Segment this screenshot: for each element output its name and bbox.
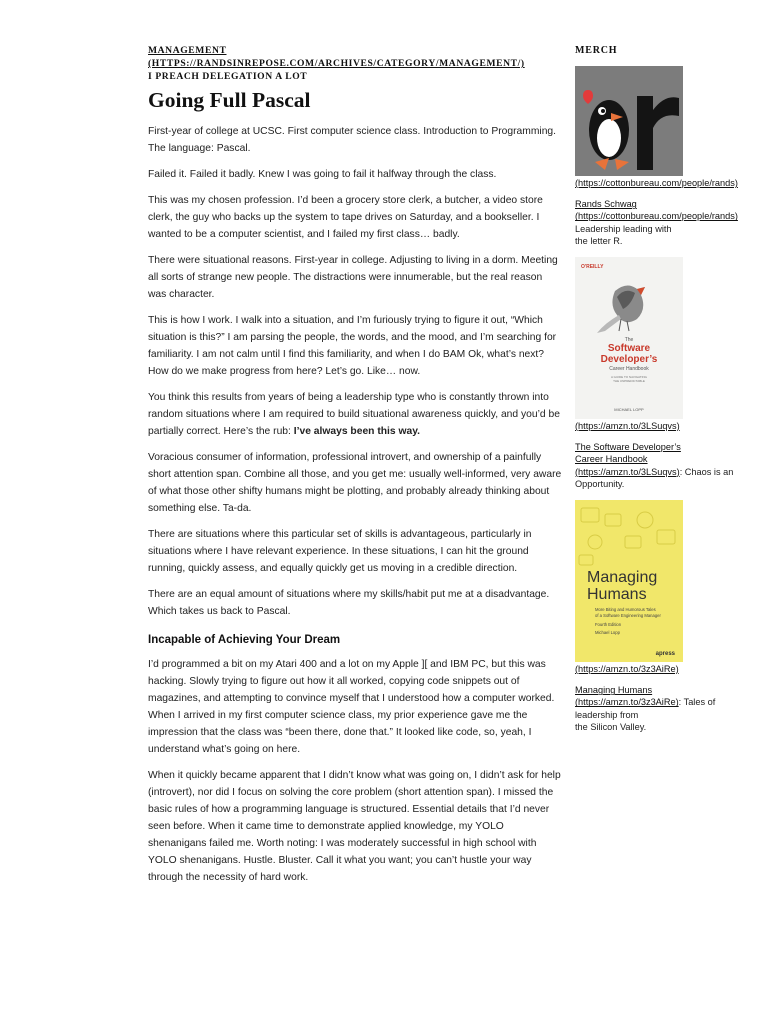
paragraph: This is how I work. I walk into a situation, and I’m furiously trying to figure it out, “Which situation is this?” I am parsing the people, the words, and the mood, and I’m searching for familiarity. I am not calm until I find this familiarity, and when I do BAM Ok, what’s next? How do we make progress from here? Let’s go. Like… now. <box>148 315 557 377</box>
managing-humans-link[interactable]: Managing Humans <box>575 685 653 696</box>
merch-image-link[interactable]: (https://cottonbureau.com/people/rands) <box>575 178 738 188</box>
paragraph-text: You think this results from years of being a leadership type who is constantly thrown into random situations where I am required to build situational awareness quickly, and you’d be partially correct. Here’s the rub: <box>148 392 560 437</box>
spacer <box>575 675 753 684</box>
merch-item-managing-humans <box>575 500 753 733</box>
career-handbook-url[interactable]: (https://amzn.to/3LSuqvs) <box>575 466 680 477</box>
book-author: Michael Lopp <box>595 630 620 636</box>
book-description <box>575 466 753 490</box>
book-title-line: The <box>624 337 634 344</box>
paragraph: First-year of college at UCSC. First computer science class. Introduction to Programming. The language: Pascal. <box>148 126 557 154</box>
category-link[interactable]: MANAGEMENT (HTTPS://RANDSINREPOSE.COM/ARCHIVES/CATEGORY/MANAGEMENT/) <box>148 45 525 69</box>
merch-item-rands-schwag <box>575 66 753 247</box>
sidebar-title: MERCH <box>575 45 618 56</box>
book-title-line: Career Handbook <box>609 366 649 373</box>
managing-humans-url[interactable]: (https://amzn.to/3z3AiRe) <box>575 697 679 708</box>
spacer <box>575 189 753 198</box>
book-subtitle-line: THE UNPREDICTABLE <box>613 379 645 384</box>
book-subtitle-line: A GUIDE TO NAVIGATING <box>611 375 647 380</box>
article-kicker: I PREACH DELEGATION A LOT <box>148 71 308 82</box>
rands-logo-image[interactable] <box>575 66 683 176</box>
career-handbook-link[interactable]: The Software Developer’s <box>575 442 681 453</box>
paragraph-with-bold <box>148 389 562 440</box>
book-title-line: Developer’s <box>600 354 658 366</box>
career-handbook-link[interactable]: Career Handbook <box>575 454 648 465</box>
book-description-text: : Chaos is an Opportunity. <box>575 466 734 489</box>
merch-description: the letter R. <box>575 235 623 246</box>
paragraph: There are situations where this particular set of skills is advantageous, particularly in situations where I have relevant experience. In these situations, I can hit the ground running, quickly assess, and equally quickly get us moving in a credible direction. <box>148 529 532 574</box>
spacer <box>575 432 753 441</box>
book-title-line: Managing <box>587 569 658 587</box>
book-author: MICHAEL LOPP <box>614 407 644 413</box>
career-handbook-cover[interactable] <box>575 257 683 419</box>
book-image-link[interactable]: (https://amzn.to/3z3AiRe) <box>575 664 679 675</box>
book-title-line: Software <box>607 343 651 355</box>
article <box>148 44 562 895</box>
book-subtitle-line: of a Software Engineering Manager <box>595 613 661 619</box>
managing-humans-cover[interactable] <box>575 500 683 662</box>
book-description: the Silicon Valley. <box>575 721 647 732</box>
paragraph: This was my chosen profession. I’d been a grocery store clerk, a butcher, a video store clerk, the guy who backs up the system to tape drives on Saturday, and a bookseller. I wanted to be a computer scientist, and I failed my first class… badly. <box>148 195 543 240</box>
book-description-text: : Tales of leadership from <box>575 697 716 720</box>
paragraph: Voracious consumer of information, professional introvert, and ownership of a painfully short attention span. Combine all those, and you get me: usually well-informed, very aware of what those other shifty humans might be plotting, and probably already thinking about something else. Ta-da. <box>148 452 562 514</box>
book-title-line: Humans <box>587 586 647 604</box>
book-edition: Fourth Edition <box>595 622 622 628</box>
page-title: Going Full Pascal <box>148 88 311 112</box>
book-subtitle-line: More Biting and Humorous Tales <box>595 607 656 613</box>
paragraph: When it quickly became apparent that I didn’t know what was going on, I didn’t ask for help (introvert), nor did I focus on solving the core problem (short attention span). I missed the basic rules of how a programming language is structured. Essential details that I’d never seen before. When it came time to demonstrate applied knowledge, my YOLO shenanigans failed me. Worth noting: I was moderately successful in high school with YOLO shenanigans. Hustle. Bluster. Call it what you want; you can’t hustle your way through the necessity of hard work. <box>148 770 561 883</box>
book-publisher: apress <box>655 651 675 658</box>
book-description <box>575 696 753 720</box>
category-breadcrumb <box>148 44 562 70</box>
bold-phrase: I’ve always been this way. <box>293 426 421 437</box>
book-publisher: O'REILLY <box>581 264 604 271</box>
sidebar <box>575 44 753 743</box>
paragraph: I’d programmed a bit on my Atari 400 and a lot on my Apple ][ and IBM PC, but this was hacking. Slowly trying to figure out how it all worked, copying code snippets out of magazines, and attempting to convince myself that I understood how a computer worked. When I arrived in my first computer science class, my prior experience gave me the impression that the class was “been there, done that.” It looked like code, so, yeah, I understand what’s going on here. <box>148 659 555 755</box>
merch-description: Leadership leading with <box>575 223 672 234</box>
book-image-link[interactable]: (https://amzn.to/3LSuqvs) <box>575 421 680 432</box>
rands-schwag-link[interactable]: Rands Schwag <box>575 199 637 210</box>
paragraph: There were situational reasons. First-year in college. Adjusting to living in a dorm. Meeting all sorts of strange new people. The distractions were innumerable, but the real reason was character. <box>148 255 558 300</box>
rands-schwag-url[interactable]: (https://cottonbureau.com/people/rands) <box>575 211 738 222</box>
merch-item-career-handbook <box>575 257 753 490</box>
paragraph: There are an equal amount of situations where my skills/habit put me at a disadvantage. Which takes us back to Pascal. <box>148 589 550 617</box>
paragraph: Failed it. Failed it badly. Knew I was going to fail it halfway through the class. <box>148 169 497 180</box>
section-heading: Incapable of Achieving Your Dream <box>148 634 341 646</box>
